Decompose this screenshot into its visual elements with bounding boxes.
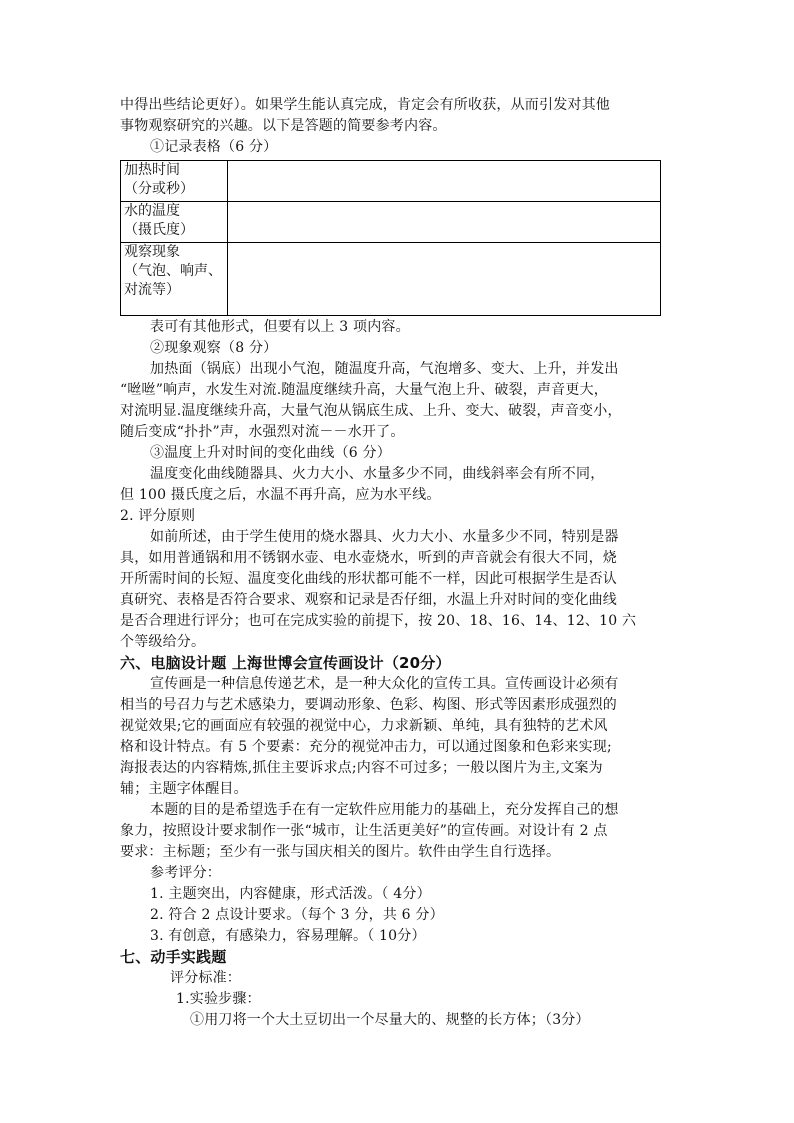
paragraph-line: 象力，按照设计要求制作一张“城市，让生活更美好”的宣传画。对设计有 2 点 [120, 823, 608, 839]
cell-text: 观察现象 [124, 244, 180, 260]
table-cell-label [121, 161, 228, 202]
cell-text: 加热时间 [124, 162, 180, 178]
table-row [121, 202, 661, 243]
table-cell-value [228, 202, 661, 243]
paragraph-line: 个等级给分。 [120, 634, 206, 650]
paragraph-line: 海报表达的内容精炼,抓住主要诉求点;内容不可过多；一般以图片为主,文案为 [120, 760, 603, 776]
paragraph-line: 随后变成“扑扑”声，水强烈对流－－水开了。 [120, 424, 405, 440]
paragraph-line: 表可有其他形式，但要有以上 3 项内容。 [150, 319, 410, 335]
section-subheading: ②现象观察（8 分） [150, 340, 278, 356]
table-cell-value [228, 243, 661, 316]
cell-text: 水的温度 [124, 203, 180, 219]
paragraph-line: 开所需时间的长短、温度变化曲线的形状都可能不一样，因此可根据学生是否认 [120, 571, 617, 587]
table-cell-value [228, 161, 661, 202]
cell-text: （分或秒） [124, 181, 194, 197]
section-subheading: ①记录表格（6 分） [150, 139, 278, 155]
paragraph-line: 但 100 摄氏度之后，水温不再升高，应为水平线。 [120, 487, 441, 503]
paragraph-line: 宣传画是一种信息传递艺术，是一种大众化的宣传工具。宣传画设计必须有 [150, 676, 619, 692]
paragraph-line: 中得出些结论更好）。如果学生能认真完成，肯定会有所收获，从而引发对其他 [120, 97, 610, 113]
list-item: 2. 符合 2 点设计要求。（每个 3 分，共 6 分） [150, 907, 444, 923]
paragraph-line: 加热面（锅底）出现小气泡，随温度升高，气泡增多、变大、上升，并发出 [150, 361, 619, 377]
list-item: 1.实验步骤： [176, 991, 261, 1007]
paragraph-line: “咝咝”响声，水发生对流.随温度继续升高，大量气泡上升、破裂，声音更大， [120, 382, 608, 398]
cell-text: （摄氏度） [124, 222, 194, 238]
paragraph-line: 温度变化曲线随器具、火力大小、水量多少不同，曲线斜率会有所不同， [150, 466, 605, 482]
record-table [120, 160, 661, 316]
table-cell-label [121, 202, 228, 243]
section-subheading: ③温度上升对时间的变化曲线（6 分） [150, 445, 391, 461]
paragraph-line: 真研究、表格是否符合要求、观察和记录是否仔细，水温上升对时间的变化曲线 [120, 592, 617, 608]
paragraph-line: 具，如用普通锅和用不锈钢水壶、电水壶烧水，听到的声音就会有很大不同，烧 [120, 550, 617, 566]
paragraph-line: 参考评分： [150, 865, 221, 881]
section-heading: 六、电脑设计题 上海世博会宣传画设计（20分） [120, 654, 451, 672]
paragraph-line: 相当的号召力与艺术感染力，要调动形象、色彩、构图、形式等因素形成强烈的 [120, 697, 617, 713]
cell-text: （气泡、响声、 [124, 263, 222, 279]
paragraph-line: 如前所述，由于学生使用的烧水器具、火力大小、水量多少不同，特别是器 [150, 529, 619, 545]
paragraph-line: 格和设计特点。有 5 个要素：充分的视觉冲击力，可以通过图象和色彩来实现; [120, 739, 612, 755]
table-cell-label [121, 243, 228, 316]
paragraph-line: 事物观察研究的兴趣。以下是答题的简要参考内容。 [120, 118, 447, 134]
list-item: 1. 主题突出，内容健康，形式活泼。（ 4分） [150, 886, 431, 902]
table-row [121, 243, 661, 316]
paragraph-line: 对流明显.温度继续升高，大量气泡从锅底生成、上升、变大、破裂，声音变小， [120, 403, 622, 419]
paragraph-line: 评分标准： [170, 970, 241, 986]
cell-text: 对流等） [124, 282, 180, 298]
paragraph-line: 要求：主标题；至少有一张与国庆相关的图片。软件由学生自行选择。 [120, 844, 561, 860]
table-row [121, 161, 661, 202]
paragraph-line: 本题的目的是希望选手在有一定软件应用能力的基础上，充分发挥自己的想 [150, 802, 619, 818]
section-subheading: 2. 评分原则 [120, 508, 196, 524]
paragraph-line: 是否合理进行评分；也可在完成实验的前提下，按 20、18、16、14、12、10 六 [120, 613, 637, 629]
section-heading: 七、动手实践题 [120, 948, 227, 966]
paragraph-line: 辅；主题字体醒目。 [120, 781, 248, 797]
list-item: ①用刀将一个大土豆切出一个尽量大的、规整的长方体；（3分） [190, 1012, 590, 1028]
list-item: 3. 有创意，有感染力，容易理解。（ 10分） [150, 928, 426, 944]
paragraph-line: 视觉效果;它的画面应有较强的视觉中心，力求新颖、单纯，具有独特的艺术风 [120, 718, 608, 734]
